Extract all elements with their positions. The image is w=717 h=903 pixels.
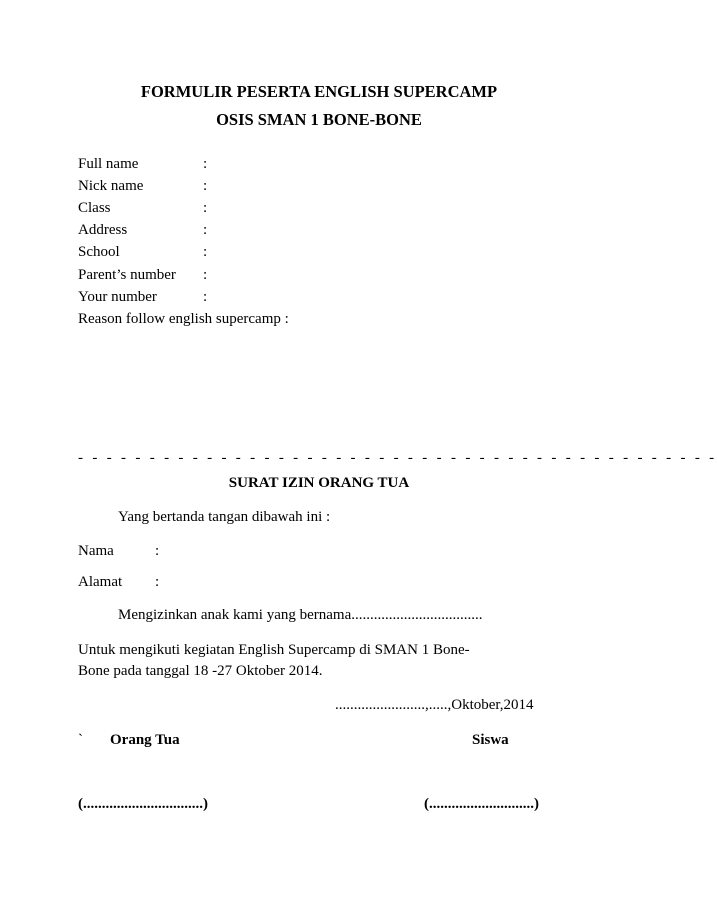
- field-label-class: Class: [78, 200, 111, 216]
- field-label-full-name: Full name: [78, 156, 139, 172]
- permit-intro: Yang bertanda tangan dibawah ini :: [118, 509, 331, 525]
- student-signature-label: Siswa: [472, 732, 509, 748]
- nama-label: Nama: [78, 543, 114, 559]
- field-colon: :: [203, 222, 208, 238]
- purpose-line-1: Untuk mengikuti kegiatan English Supercamp di SMAN 1 Bone-: [78, 642, 470, 658]
- place-date: ........................,.....,Oktober,2014: [335, 697, 534, 713]
- backtick-mark: `: [78, 732, 83, 748]
- form-title: FORMULIR PESERTA ENGLISH SUPERCAMP: [140, 82, 498, 101]
- reason-label: Reason follow english supercamp :: [78, 311, 289, 327]
- field-label-school: School: [78, 244, 120, 260]
- permit-title: SURAT IZIN ORANG TUA: [228, 475, 410, 491]
- field-colon: :: [203, 244, 208, 260]
- field-label-your-number: Your number: [78, 289, 157, 305]
- purpose-line-2: Bone pada tanggal 18 -27 Oktober 2014.: [78, 663, 323, 679]
- field-colon: :: [203, 289, 208, 305]
- field-colon: :: [203, 200, 208, 216]
- cut-line: - - - - - - - - - - - - - - - - - - - - - - - - - - - - - - - - - - - - - - - - - - - - -: [78, 450, 717, 466]
- parent-signature-label: Orang Tua: [110, 732, 180, 748]
- form-subtitle: OSIS SMAN 1 BONE-BONE: [216, 110, 422, 129]
- field-colon: :: [203, 267, 208, 283]
- alamat-colon: :: [155, 574, 160, 590]
- student-signature-line: (............................): [424, 796, 539, 812]
- alamat-label: Alamat: [78, 574, 123, 590]
- parent-signature-line: (................................): [78, 796, 208, 812]
- field-label-address: Address: [78, 222, 128, 238]
- field-colon: :: [203, 178, 208, 194]
- consent-line: Mengizinkan anak kami yang bernama...................................: [118, 607, 483, 623]
- field-colon: :: [203, 156, 208, 172]
- field-label-nick-name: Nick name: [78, 178, 144, 194]
- field-label-parents-number: Parent’s number: [78, 267, 176, 283]
- nama-colon: :: [155, 543, 160, 559]
